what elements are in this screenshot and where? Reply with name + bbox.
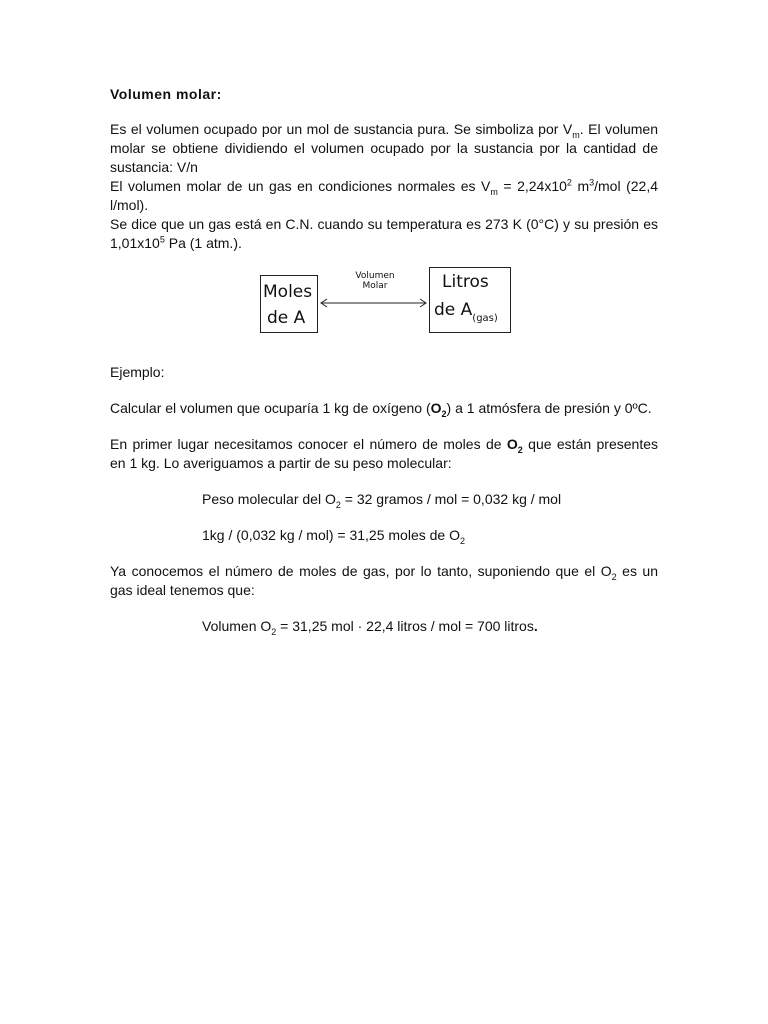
text-run: Peso molecular del O <box>202 491 336 507</box>
example-heading: Ejemplo: <box>110 364 165 380</box>
text-run: En primer lugar necesitamos conocer el número de moles de <box>110 436 507 452</box>
subscript: 2 <box>611 571 617 582</box>
definition-paragraph <box>110 120 658 177</box>
equation-moles <box>202 526 658 545</box>
double-arrow-icon <box>318 297 429 309</box>
text-run: que están presentes en 1 kg. Lo averiguamos a partir de su peso molecular: <box>110 436 658 471</box>
moles-box-line1: Moles <box>263 282 313 302</box>
litros-box <box>429 267 511 333</box>
solution-step-1 <box>110 435 658 473</box>
solution-step-2 <box>110 562 658 600</box>
text-run: = 32 gramos / mol = 0,032 kg / mol <box>340 491 562 507</box>
text-run: /mol (22,4 l/mol). <box>110 178 658 213</box>
bold-formula <box>430 400 447 419</box>
subscript: m <box>572 129 580 140</box>
moles-box <box>260 275 318 333</box>
example-question <box>110 399 658 418</box>
text-run: Es el volumen ocupado por un mol de sustancia pura. Se simboliza por V <box>110 121 573 137</box>
text-run: m <box>571 178 590 194</box>
superscript: 2 <box>566 177 572 188</box>
subscript: 2 <box>271 626 277 637</box>
text-run: El volumen molar de un gas en condiciones normales es V <box>110 178 491 194</box>
litros-box-line1: Litros <box>442 272 489 292</box>
bold-period: . <box>533 618 538 634</box>
text-run: ) a 1 atmósfera de presión y 0ºC. <box>446 400 652 416</box>
text-run: O <box>430 400 442 416</box>
gas-subscript: (gas) <box>472 313 498 324</box>
text-run: O <box>506 436 518 452</box>
subscript: 2 <box>335 499 341 510</box>
litros-box-line2 <box>434 300 498 324</box>
text-run: es un gas ideal tenemos que: <box>110 563 659 598</box>
subscript: m <box>490 186 498 197</box>
text-run: de A <box>434 300 473 320</box>
subscript: 2 <box>459 535 465 546</box>
text-run: 1kg / (0,032 kg / mol) = 31,25 moles de O <box>202 527 460 543</box>
subscript: 2 <box>441 408 447 419</box>
text-run: Calcular el volumen que ocuparía 1 kg de oxígeno ( <box>110 400 431 416</box>
moles-box-line2: de A <box>267 308 306 328</box>
molar-volume-diagram <box>110 267 658 363</box>
arrow-label-line2: Molar <box>362 281 388 291</box>
superscript: 5 <box>159 234 165 245</box>
text-run: Volumen O <box>202 618 272 634</box>
arrow-label <box>342 271 408 291</box>
text-run: = 2,24x10 <box>497 178 567 194</box>
section-title: Volumen molar: <box>110 86 222 102</box>
text-run: . El volumen molar se obtiene dividiendo el volumen ocupado por la sustancia por la cantidad de sustancia: V/n <box>110 121 658 175</box>
document-page <box>110 86 658 636</box>
equation-molecular-weight <box>202 490 658 509</box>
arrow-label-line1: Volumen <box>355 271 395 281</box>
equation-volume <box>202 617 658 636</box>
text-run: Se dice que un gas está en C.N. cuando su temperatura es 273 K (0°C) y su presión es 1,01x10 <box>110 216 658 251</box>
text-run: = 31,25 mol · 22,4 litros / mol = 700 litros <box>276 618 534 634</box>
normal-conditions-paragraph <box>110 177 658 215</box>
bold-formula <box>506 436 523 455</box>
superscript: 3 <box>589 177 595 188</box>
subscript: 2 <box>517 444 523 455</box>
cn-paragraph <box>110 215 658 253</box>
text-run: Ya conocemos el número de moles de gas, por lo tanto, suponiendo que el O <box>110 563 612 579</box>
text-run: Pa (1 atm.). <box>164 235 242 251</box>
